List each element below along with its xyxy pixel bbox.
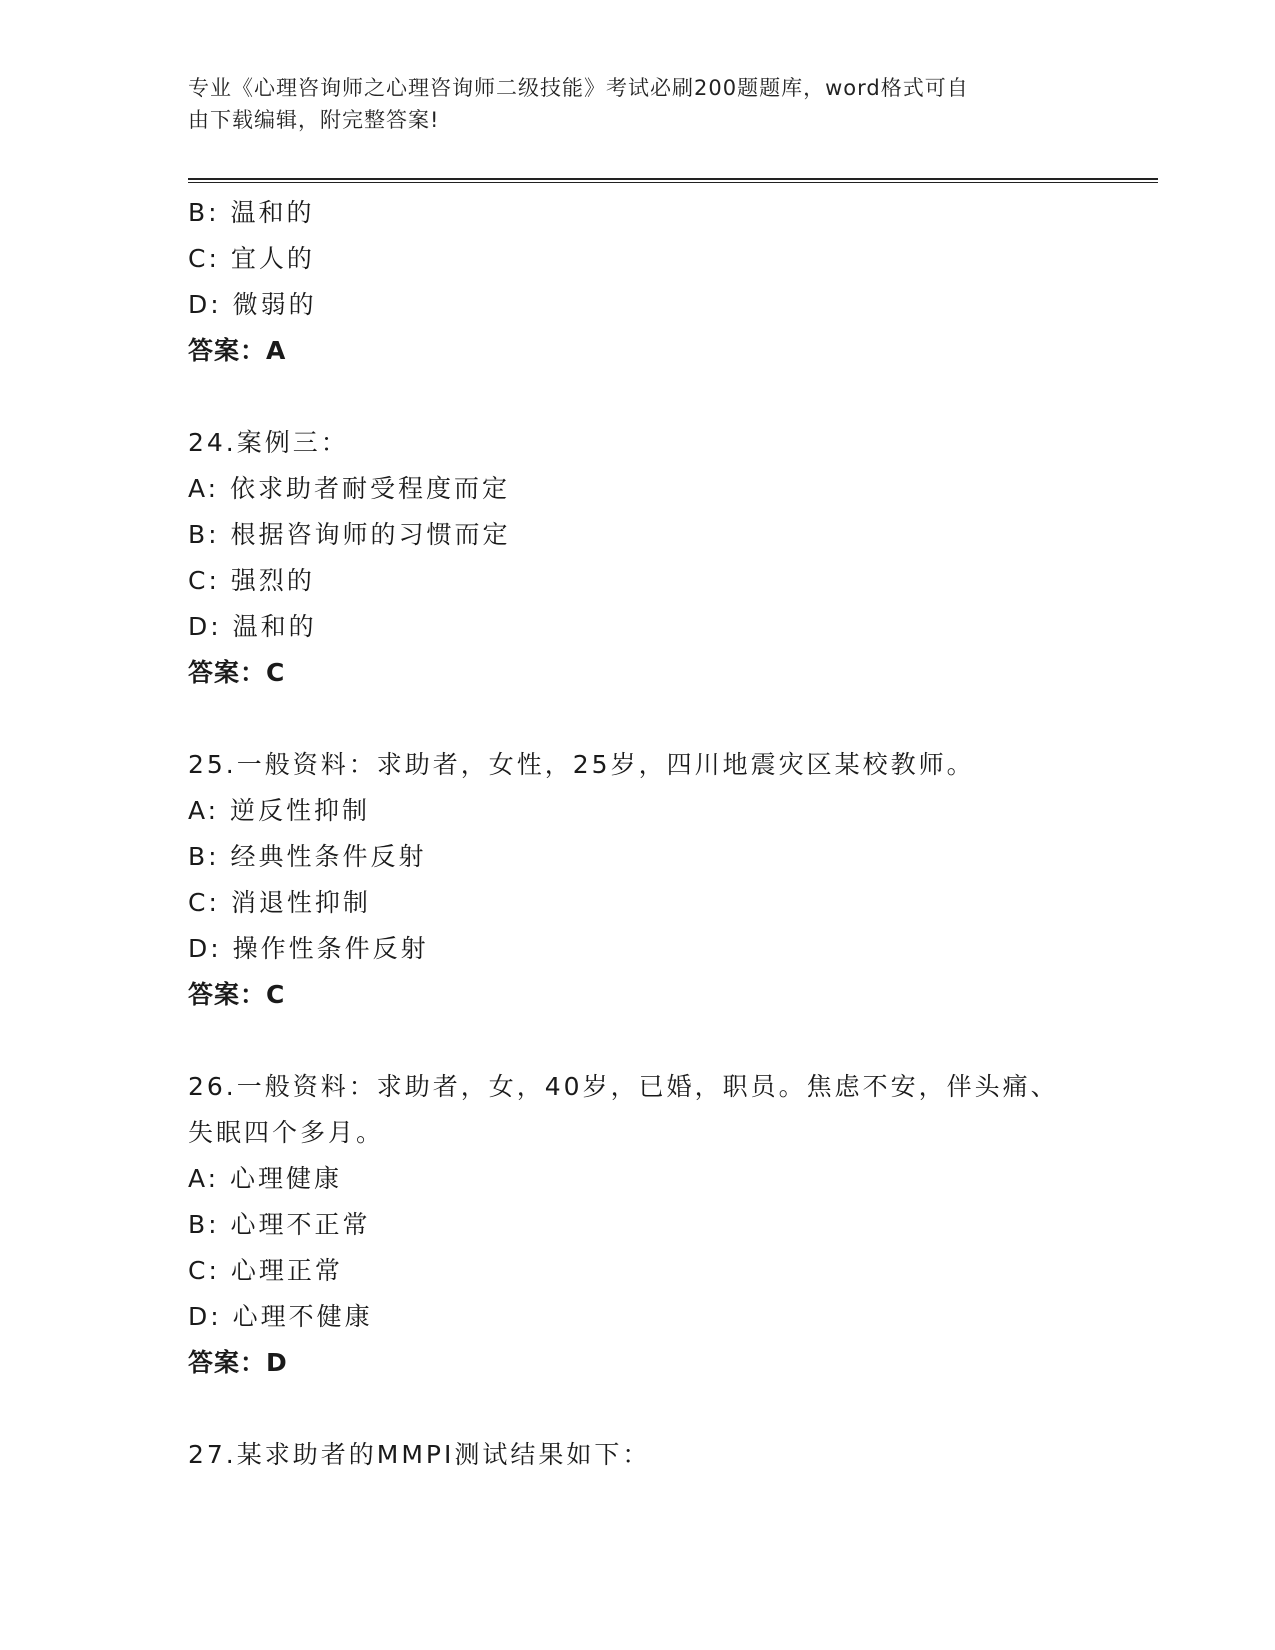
question-stem: 25.一般资料：求助者，女性，25岁，四川地震灾区某校教师。 [188, 750, 975, 779]
header-divider [188, 178, 1158, 184]
option-b: B: 经典性条件反射 [188, 842, 427, 871]
question-block-24 [188, 420, 1108, 696]
spacer [188, 696, 1108, 742]
question-stem-line-1: 26.一般资料：求助者，女，40岁，已婚，职员。焦虑不安，伴头痛、 [188, 1072, 1059, 1101]
option-c: C: 宜人的 [188, 244, 315, 273]
option-b: B: 温和的 [188, 198, 315, 227]
option-c: C: 消退性抑制 [188, 888, 371, 917]
option-d: D: 温和的 [188, 612, 317, 641]
answer-line: 答案：A [188, 336, 287, 365]
answer-line: 答案：D [188, 1348, 288, 1377]
header-line-2: 由下载编辑，附完整答案! [188, 108, 440, 132]
option-b: B: 根据咨询师的习惯而定 [188, 520, 511, 549]
option-a: A: 心理健康 [188, 1164, 343, 1193]
spacer [188, 1386, 1108, 1432]
answer-line: 答案：C [188, 980, 286, 1009]
question-block-27 [188, 1432, 1108, 1478]
question-block-26 [188, 1064, 1108, 1386]
option-a: A: 逆反性抑制 [188, 796, 371, 825]
divider-thin-line [188, 182, 1158, 183]
option-a: A: 依求助者耐受程度而定 [188, 474, 511, 503]
question-stem: 27.某求助者的MMPI测试结果如下： [188, 1440, 651, 1469]
option-d: D: 心理不健康 [188, 1302, 373, 1331]
spacer [188, 374, 1108, 420]
answer-line: 答案：C [188, 658, 286, 687]
option-d: D: 微弱的 [188, 290, 317, 319]
spacer [188, 1018, 1108, 1064]
divider-thick-line [188, 178, 1158, 180]
question-list [188, 190, 1108, 1478]
option-c: C: 强烈的 [188, 566, 315, 595]
document-header [188, 72, 1068, 136]
question-stem: 24.案例三： [188, 428, 349, 457]
header-line-1: 专业《心理咨询师之心理咨询师二级技能》考试必刷200题题库，word格式可自 [188, 76, 969, 100]
option-c: C: 心理正常 [188, 1256, 343, 1285]
option-b: B: 心理不正常 [188, 1210, 371, 1239]
question-block-23 [188, 190, 1108, 374]
option-d: D: 操作性条件反射 [188, 934, 429, 963]
question-stem-line-2: 失眠四个多月。 [188, 1118, 385, 1147]
question-block-25 [188, 742, 1108, 1018]
